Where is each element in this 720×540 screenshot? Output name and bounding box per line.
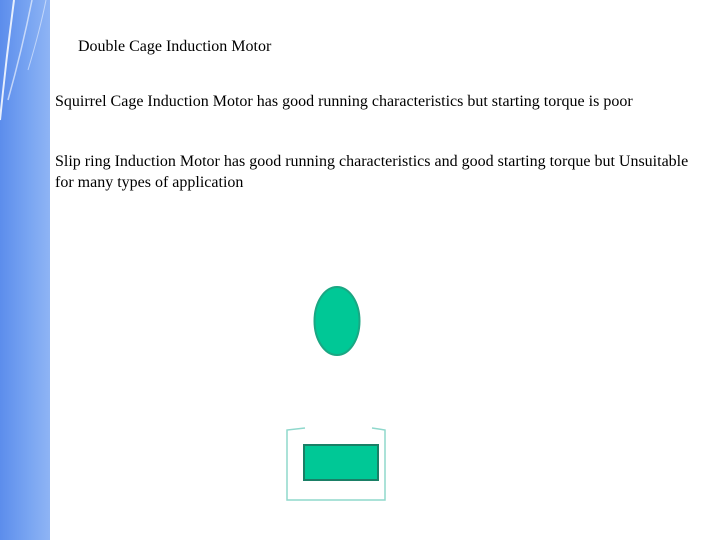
motor-diagram <box>270 280 410 520</box>
sidebar-swoosh-icon <box>0 0 50 540</box>
paragraph-squirrel-cage: Squirrel Cage Induction Motor has good running characteristics but starting torque is poor <box>55 93 633 110</box>
rectangle-shape <box>304 445 378 480</box>
slide-title: Double Cage Induction Motor <box>78 38 272 55</box>
decorative-sidebar <box>0 0 50 540</box>
paragraph-slip-ring: Slip ring Induction Motor has good running characteristics and good starting torque but Unsuitable for many types of application <box>55 153 689 191</box>
ellipse-shape <box>315 287 360 355</box>
